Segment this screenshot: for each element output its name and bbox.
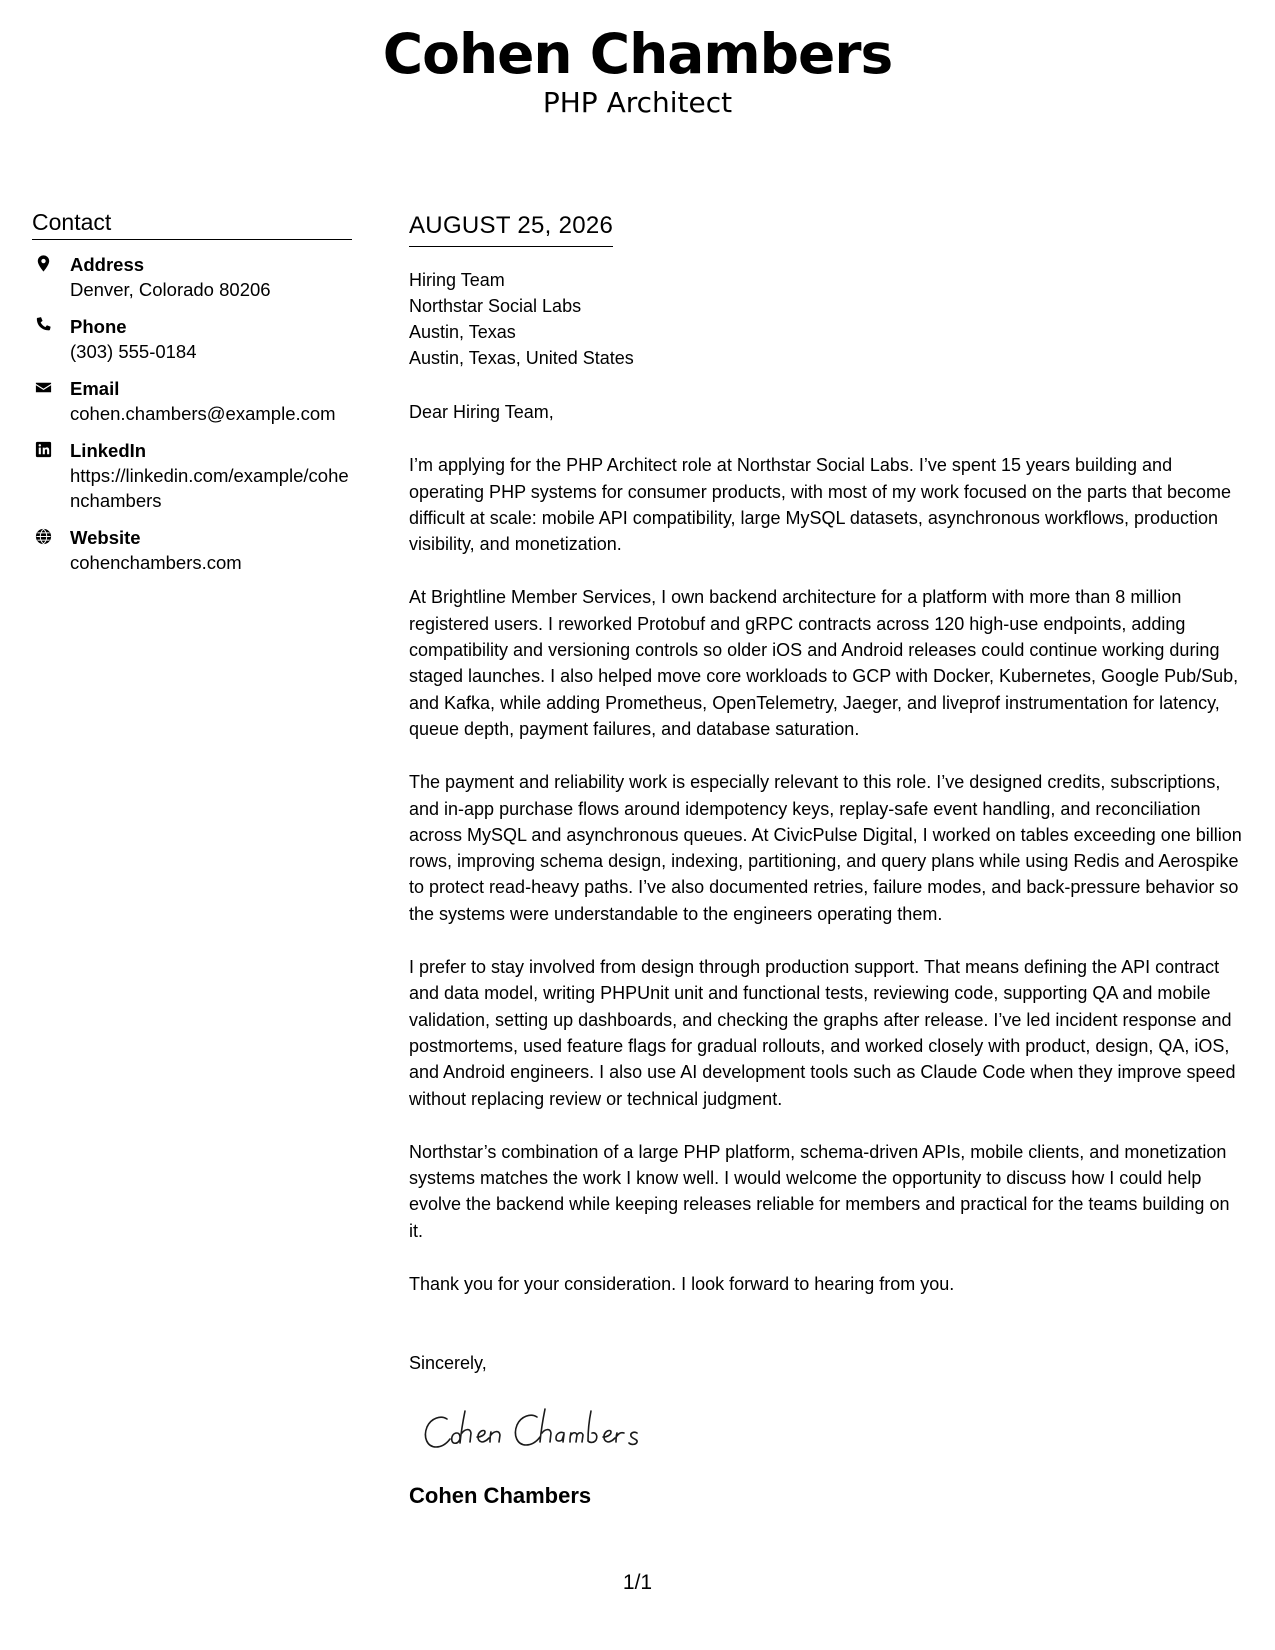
contact-sidebar <box>32 208 352 587</box>
recipient-line: Hiring Team <box>409 270 505 290</box>
phone-label: Phone <box>70 316 127 337</box>
address-label: Address <box>70 254 145 275</box>
letter-paragraph: At Brightline Member Services, I own backend architecture for a platform with more than 8 million registered users. I reworked Protobuf and gRPC contracts across 120 high-use endpoints, adding compatibility and versioning controls so older iOS and Android releases could continue working during staged launches. I also helped move core workloads to GCP with Docker, Kubernetes, Google Pub/Sub, and Kafka, while adding Prometheus, OpenTelemetry, Jaeger, and liveprof instrumentation for latency, queue depth, payment failures, and database saturation. <box>409 587 1239 739</box>
phone-value[interactable]: (303) 555-0184 <box>70 341 197 362</box>
recipient-line: Austin, Texas <box>409 322 516 342</box>
address-value: Denver, Colorado 80206 <box>70 279 271 300</box>
email-label: Email <box>70 378 120 399</box>
resume-header <box>0 22 1275 120</box>
cover-letter <box>409 210 1247 1511</box>
recipient-line: Northstar Social Labs <box>409 296 582 316</box>
letter-paragraph: The payment and reliability work is especially relevant to this role. I’ve designed credits, subscriptions, and in-app purchase flows around idempotency keys, replay-safe event handling, and reconciliation across MySQL and asynchronous queues. At CivicPulse Digital, I worked on tables exceeding one billion rows, improving schema design, indexing, partitioning, and query plans while using Redis and Aerospike to protect read-heavy paths. I’ve also documented retries, failure modes, and back-pressure behavior so the systems were understandable to the engineers operating them. <box>409 772 1242 924</box>
globe-icon <box>34 527 53 546</box>
linkedin-value[interactable]: https://linkedin.com/example/cohenchambers <box>70 465 349 511</box>
contact-phone <box>32 314 352 364</box>
contact-address <box>32 252 352 302</box>
recipient-block <box>409 267 1247 371</box>
recipient-line: Austin, Texas, United States <box>409 348 634 368</box>
phone-icon <box>34 316 53 335</box>
envelope-icon <box>34 378 53 397</box>
salutation: Dear Hiring Team, <box>409 402 554 422</box>
website-value[interactable]: cohenchambers.com <box>70 552 242 573</box>
linkedin-label: LinkedIn <box>70 440 147 461</box>
contact-email <box>32 376 352 426</box>
email-value[interactable]: cohen.chambers@example.com <box>70 403 336 424</box>
closing: Sincerely, <box>409 1353 487 1374</box>
letter-paragraph: I prefer to stay involved from design through production support. That means defining the API contract and data model, writing PHPUnit unit and functional tests, reviewing code, supporting QA and mobile validation, setting up dashboards, and checking the graphs after release. I’ve led incident response and postmortems, used feature flags for gradual rollouts, and worked closely with product, design, QA, iOS, and Android engineers. I also use AI development tools such as Claude Code when they improve speed without replacing review or technical judgment. <box>409 957 1236 1109</box>
job-title: PHP Architect <box>542 86 733 119</box>
page-number: 1/1 <box>622 1571 653 1594</box>
contact-website <box>32 525 352 575</box>
signer-name: Cohen Chambers <box>409 1482 592 1508</box>
website-label: Website <box>70 527 141 548</box>
contact-heading: Contact <box>32 208 352 240</box>
candidate-name: Cohen Chambers <box>382 22 893 86</box>
contact-linkedin <box>32 438 352 513</box>
letter-date-block <box>409 210 613 247</box>
letter-paragraph: Thank you for your consideration. I look forward to hearing from you. <box>409 1274 955 1295</box>
handwritten-signature <box>419 1403 1247 1461</box>
letter-paragraph: I’m applying for the PHP Architect role at Northstar Social Labs. I’ve spent 15 years building and operating PHP systems for consumer products, with most of my work focused on the parts that become difficult at scale: mobile API compatibility, large MySQL datasets, asynchronous workflows, production visibility, and monetization. <box>409 455 1232 555</box>
letter-date: AUGUST 25, 2026 <box>409 212 614 239</box>
map-marker-icon <box>34 254 53 273</box>
letter-paragraph: Northstar’s combination of a large PHP platform, schema-driven APIs, mobile clients, and monetization systems matches the work I know well. I would welcome the opportunity to discuss how I could help evolve the backend while keeping releases reliable for members and practical for the teams building on it. <box>409 1141 1230 1241</box>
linkedin-icon <box>34 440 53 459</box>
